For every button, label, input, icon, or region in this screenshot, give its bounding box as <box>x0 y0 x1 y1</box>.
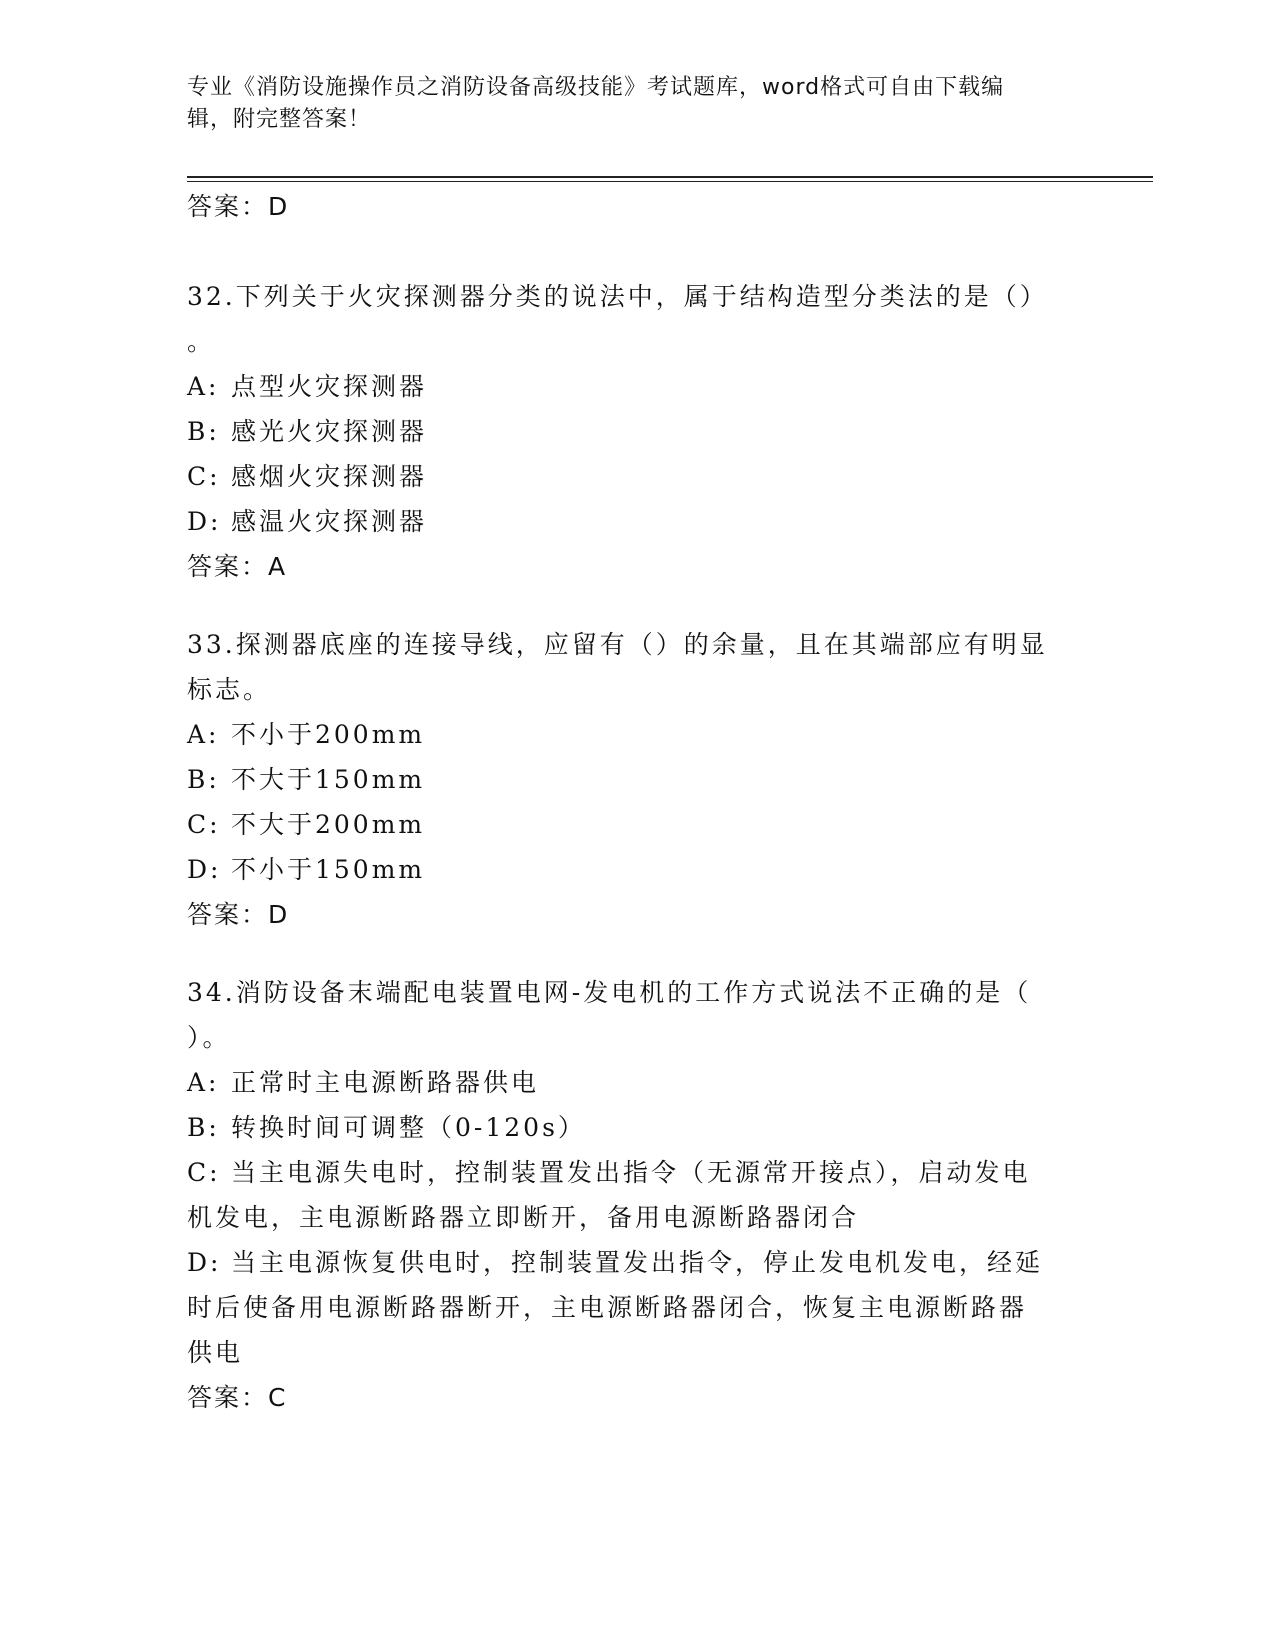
question-stem-line: 34.消防设备末端配电装置电网-发电机的工作方式说法不正确的是（ <box>187 978 1032 1007</box>
question-stem-line: 标志。 <box>187 675 272 704</box>
option-letter: A: <box>187 1068 220 1097</box>
option-text: 不大于150mm <box>231 765 426 794</box>
option-text: 正常时主电源断路器供电 <box>231 1068 540 1097</box>
option-text: 不小于150mm <box>231 855 426 884</box>
previous-answer-block <box>187 184 1087 229</box>
option-letter: C: <box>187 810 221 839</box>
header-note-line-1: 专业《消防设施操作员之消防设备高级技能》考试题库，word格式可自由下载编 <box>187 75 1005 100</box>
answer-line: 答案：A <box>187 552 288 581</box>
question-stem-line: 32.下列关于火灾探测器分类的说法中，属于结构造型分类法的是（） <box>187 282 1048 311</box>
option-text: 不小于200mm <box>231 720 426 749</box>
option-letter: B: <box>187 765 220 794</box>
option-letter: B: <box>187 1113 220 1142</box>
question-32 <box>187 274 1087 589</box>
header-rule-thick <box>187 176 1153 178</box>
option-text: 转换时间可调整（0-120s） <box>231 1113 586 1142</box>
question-stem-line: ）。 <box>187 1023 231 1052</box>
option-text: 感温火灾探测器 <box>231 507 428 536</box>
option-continuation-line: 时后使备用电源断路器断开，主电源断路器闭合，恢复主电源断路器 <box>187 1293 1028 1322</box>
answer-line: 答案：D <box>187 192 290 221</box>
option-letter: D: <box>187 1248 222 1277</box>
option-letter: A: <box>187 720 220 749</box>
option-a <box>187 1060 1087 1105</box>
question-stem-line: 。 <box>187 327 216 356</box>
option-b <box>187 757 1087 802</box>
option-letter: C: <box>187 1158 221 1187</box>
option-letter: B: <box>187 417 220 446</box>
option-letter: D: <box>187 855 222 884</box>
option-c <box>187 454 1087 499</box>
option-d <box>187 499 1087 544</box>
option-b <box>187 409 1087 454</box>
option-text: 感光火灾探测器 <box>231 417 428 446</box>
answer-line: 答案：D <box>187 900 290 929</box>
option-continuation-line: 机发电，主电源断路器立即断开，备用电源断路器闭合 <box>187 1203 860 1232</box>
option-letter: D: <box>187 507 222 536</box>
question-34 <box>187 970 1087 1420</box>
header-rule-thin <box>187 181 1153 182</box>
option-b <box>187 1105 1087 1150</box>
document-header-note <box>187 72 1067 136</box>
question-33 <box>187 622 1087 937</box>
option-letter: A: <box>187 372 220 401</box>
option-d <box>187 847 1087 892</box>
option-text: 不大于200mm <box>231 810 426 839</box>
option-text: 点型火灾探测器 <box>231 372 428 401</box>
option-letter: C: <box>187 462 221 491</box>
option-c <box>187 1150 1087 1195</box>
answer-line: 答案：C <box>187 1383 288 1412</box>
option-text: 当主电源失电时，控制装置发出指令（无源常开接点），启动发电 <box>231 1158 1031 1187</box>
option-continuation-line: 供电 <box>187 1338 244 1367</box>
option-a <box>187 712 1087 757</box>
option-text: 当主电源恢复供电时，控制装置发出指令，停止发电机发电，经延 <box>231 1248 1044 1277</box>
question-stem-line: 33.探测器底座的连接导线，应留有（）的余量，且在其端部应有明显 <box>187 630 1048 659</box>
option-text: 感烟火灾探测器 <box>231 462 428 491</box>
option-a <box>187 364 1087 409</box>
option-c <box>187 802 1087 847</box>
option-d <box>187 1240 1087 1285</box>
header-note-line-2: 辑，附完整答案！ <box>187 107 372 132</box>
